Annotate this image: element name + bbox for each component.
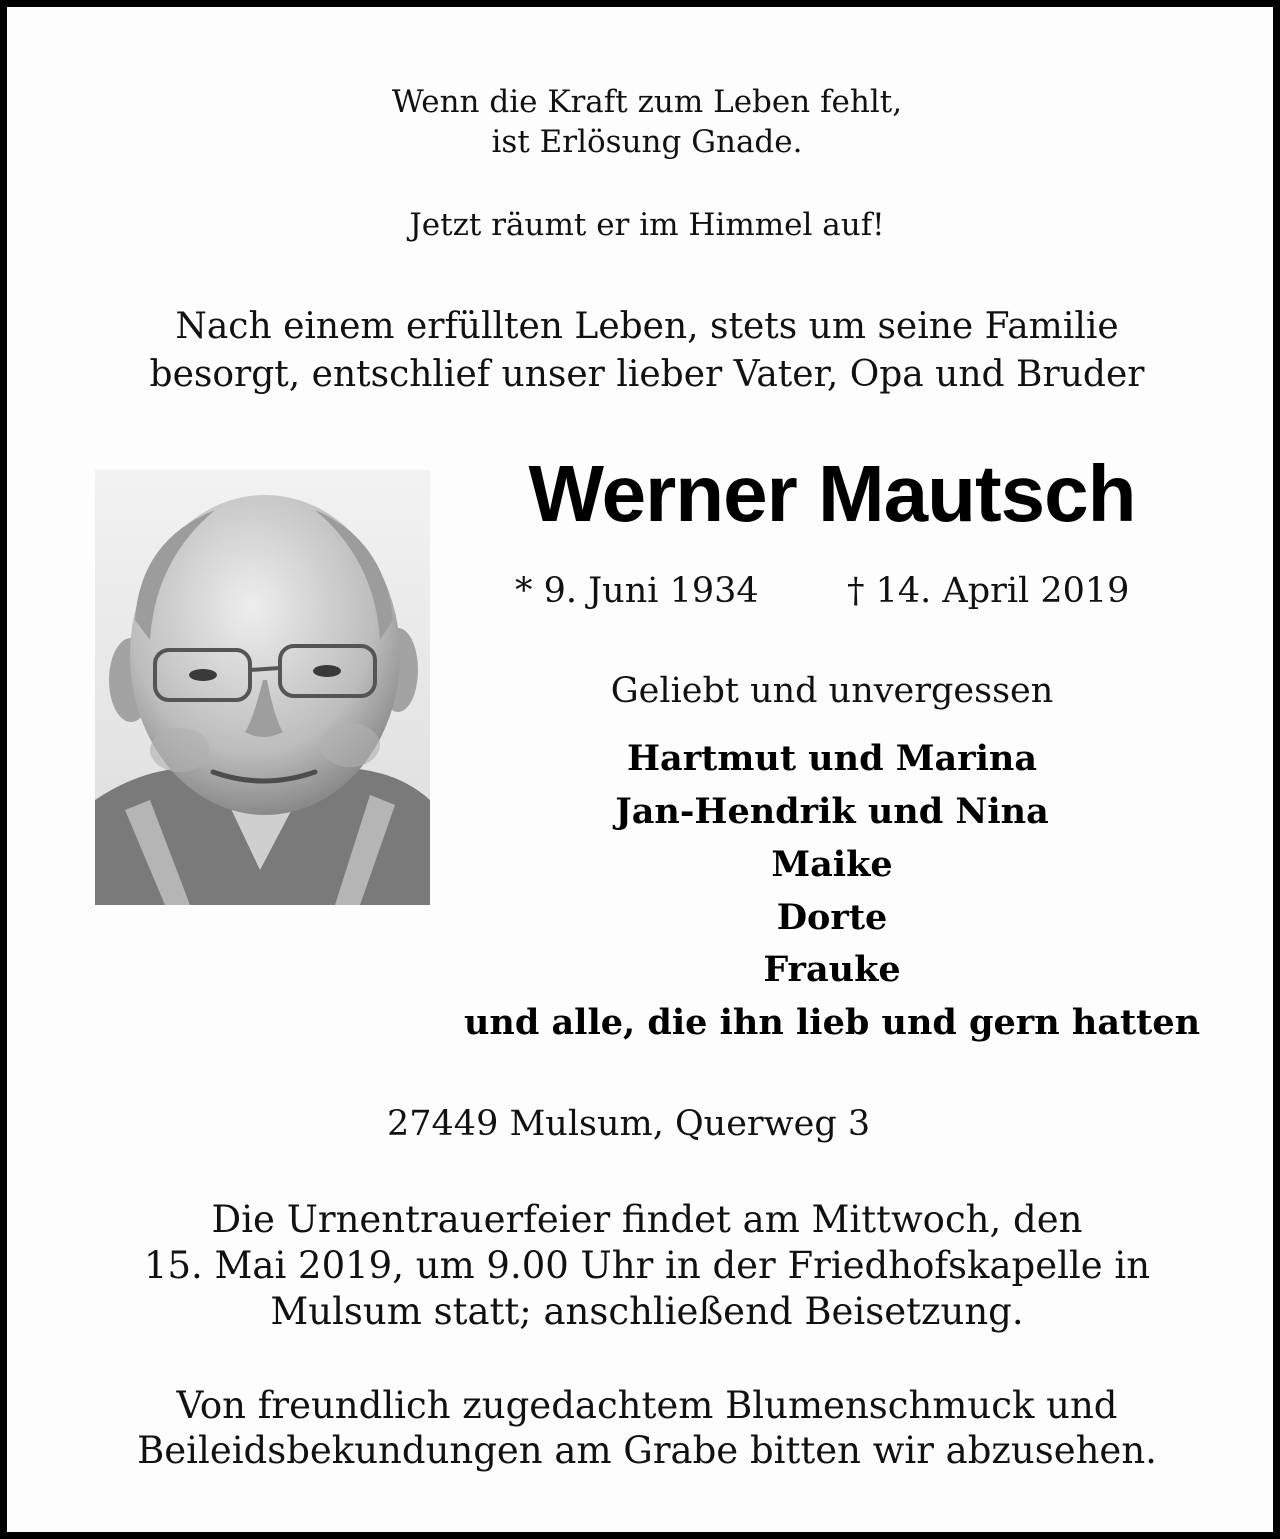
mourner-name: Frauke bbox=[763, 949, 901, 990]
portrait-photo bbox=[95, 470, 430, 905]
mourner-name: Maike bbox=[771, 844, 893, 885]
ceremony-line-3: Mulsum statt; anschließend Beisetzung. bbox=[270, 1290, 1024, 1333]
request-line-2: Beileidsbekundungen am Grabe bitten wir abzusehen. bbox=[137, 1429, 1157, 1472]
motto-line-2: ist Erlösung Gnade. bbox=[491, 124, 803, 160]
ceremony-line-2: 15. Mai 2019, um 9.00 Uhr in der Friedhofskapelle in bbox=[143, 1244, 1151, 1287]
intro-line-1: Nach einem erfüllten Leben, stets um seine Familie bbox=[175, 306, 1119, 347]
death-date: † 14. April 2019 bbox=[847, 571, 1130, 611]
mourner-name: Dorte bbox=[776, 897, 888, 938]
address: 27449 Mulsum, Querweg 3 bbox=[387, 1104, 871, 1144]
mourner-name: und alle, die ihn lieb und gern hatten bbox=[463, 1002, 1201, 1043]
request-line-1: Von freundlich zugedachtem Blumenschmuck und bbox=[176, 1384, 1118, 1427]
intro-line-2: besorgt, entschlief unser lieber Vater, Opa und Bruder bbox=[149, 354, 1145, 395]
mourners-subtitle: Geliebt und unvergessen bbox=[610, 671, 1054, 711]
motto-line-3: Jetzt räumt er im Himmel auf! bbox=[409, 207, 885, 243]
motto-line-1: Wenn die Kraft zum Leben fehlt, bbox=[391, 84, 903, 120]
deceased-name: Werner Mautsch bbox=[528, 449, 1136, 538]
ceremony-line-1: Die Urnentrauerfeier findet am Mittwoch, den bbox=[211, 1198, 1083, 1241]
birth-date: * 9. Juni 1934 bbox=[515, 571, 759, 611]
mourner-name: Hartmut und Marina bbox=[626, 738, 1038, 779]
mourner-name: Jan-Hendrik und Nina bbox=[615, 791, 1049, 832]
